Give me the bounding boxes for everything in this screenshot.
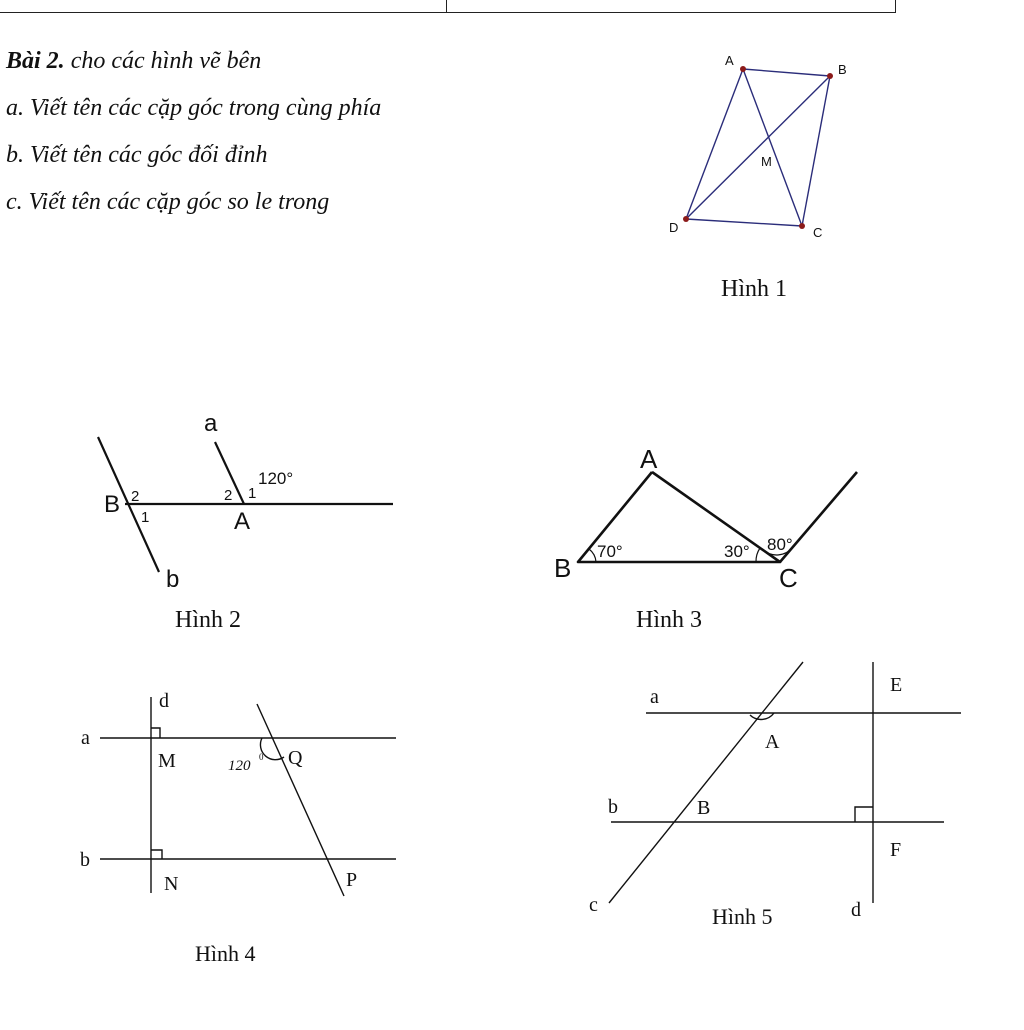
right-angle-n: [151, 850, 162, 859]
label-c: C: [813, 225, 823, 240]
caption-hinh-3: Hình 3: [636, 607, 702, 633]
exercise-title: Bài 2.: [6, 48, 65, 74]
figure-5: [589, 662, 961, 929]
exercise-item-b: b. Viết tên các góc đối đỉnh: [6, 142, 268, 168]
arc-c1: [756, 548, 760, 562]
label-e: E: [890, 674, 903, 696]
label-a: A: [725, 53, 734, 68]
angle-70: 70°: [597, 542, 623, 561]
label-c: C: [779, 563, 798, 593]
angle-b-1: 1: [141, 509, 150, 526]
label-b: B: [554, 553, 572, 583]
segment-ab: [743, 69, 830, 76]
label-p: P: [346, 869, 358, 891]
segment-cd: [686, 219, 802, 226]
angle-120: 120: [228, 758, 251, 774]
label-m: M: [761, 154, 772, 169]
right-angle-m: [151, 728, 160, 738]
figure-3: [554, 444, 857, 633]
label-b: b: [608, 796, 618, 818]
label-point-a: A: [765, 731, 780, 753]
label-c: c: [589, 894, 598, 916]
exercise-item-a: a. Viết tên các cặp góc trong cùng phía: [6, 95, 382, 121]
line-qp: [257, 704, 344, 896]
label-a: a: [650, 686, 659, 708]
label-q: Q: [288, 747, 303, 769]
label-d: d: [851, 899, 861, 921]
degree-mark: 0: [259, 752, 264, 762]
label-point-b: B: [104, 491, 121, 518]
right-angle-f: [855, 807, 873, 822]
angle-a-1: 1: [248, 485, 257, 502]
line-c: [609, 662, 803, 903]
figure-4: [80, 690, 396, 966]
caption-hinh-5: Hình 5: [712, 904, 773, 929]
label-point-a: A: [234, 508, 251, 535]
label-b: B: [838, 62, 847, 77]
figure-1: [669, 53, 847, 302]
label-point-b: B: [697, 797, 711, 819]
label-m: M: [158, 750, 176, 772]
caption-hinh-2: Hình 2: [175, 607, 241, 633]
label-b: b: [80, 849, 90, 871]
point-b-dot: [827, 73, 833, 79]
segment-da: [686, 69, 743, 219]
exercise-intro: cho các hình vẽ bên: [70, 48, 262, 74]
angle-a-2: 2: [224, 487, 233, 504]
arc-b: [589, 549, 596, 562]
caption-hinh-1: Hình 1: [721, 276, 787, 302]
angle-80: 80°: [767, 535, 793, 554]
label-n: N: [164, 873, 179, 895]
angle-30: 30°: [724, 542, 750, 561]
segment-bd: [686, 76, 830, 219]
angle-120: 120°: [258, 469, 294, 488]
label-d: D: [669, 220, 679, 235]
label-d: d: [159, 690, 169, 712]
angle-b-2: 2: [131, 488, 140, 505]
point-a-dot: [740, 66, 746, 72]
figure-2: [98, 410, 393, 633]
caption-hinh-4: Hình 4: [195, 941, 256, 966]
exercise-item-c: c. Viết tên các cặp góc so le trong: [6, 189, 330, 215]
label-a: A: [640, 444, 658, 474]
segment-bc: [802, 76, 830, 226]
label-b: b: [166, 566, 180, 593]
point-c-dot: [799, 223, 805, 229]
point-d-dot: [683, 216, 689, 222]
segment-ac: [743, 69, 802, 226]
label-f: F: [890, 839, 902, 861]
label-a: a: [81, 727, 90, 749]
label-a: a: [204, 410, 218, 437]
